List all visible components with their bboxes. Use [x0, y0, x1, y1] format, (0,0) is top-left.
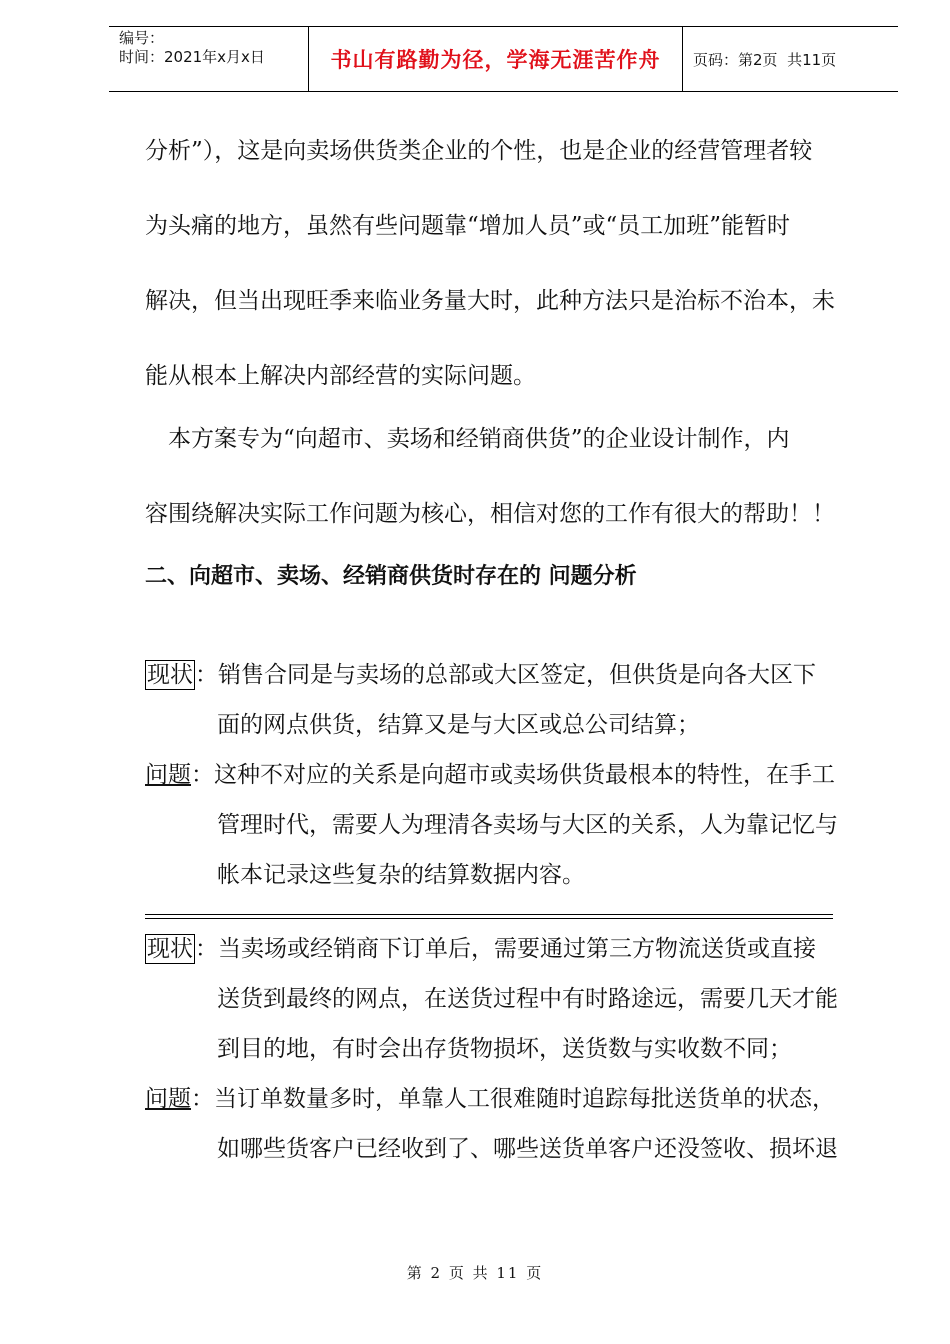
time-label: 时间：2021年x月x日 — [119, 48, 265, 66]
label-colon: ： — [195, 936, 218, 962]
body-line-4: 能从根本上解决内部经营的实际问题。 — [145, 363, 536, 389]
problem-label: 问题 — [145, 1086, 191, 1112]
status-line: 送货到最终的网点，在送货过程中有时路途远，需要几天才能 — [217, 986, 838, 1012]
number-label: 编号： — [119, 29, 165, 47]
problem-row-cont — [145, 810, 865, 840]
footer-page-number: 第 2 页 共 11 页 — [406, 1264, 544, 1282]
body-line-1: 分析”），这是向卖场供货类企业的个性，也是企业的经营管理者较 — [145, 138, 813, 164]
problem-row-cont — [145, 1134, 865, 1164]
label-colon: ： — [195, 662, 218, 688]
header-motto: 书山有路勤为径，学海无涯苦作舟 — [309, 27, 683, 91]
problem-line: 如哪些货客户已经收到了、哪些送货单客户还没签收、损坏退 — [217, 1136, 838, 1162]
header-meta — [109, 27, 309, 91]
problem-line: 当订单数量多时，单靠人工很难随时追踪每批送货单的状态， — [214, 1086, 835, 1112]
status-row-cont — [145, 984, 865, 1014]
issue-block-2 — [145, 934, 865, 1164]
divider-line — [145, 918, 833, 919]
divider-line — [145, 914, 833, 915]
problem-row-cont — [145, 860, 865, 890]
status-row-cont — [145, 710, 865, 740]
status-line: 到目的地，有时会出存货物损坏，送货数与实收数不同； — [217, 1036, 792, 1062]
problem-line: 帐本记录这些复杂的结算数据内容。 — [217, 862, 585, 888]
page-header — [109, 26, 898, 92]
status-label: 现状 — [147, 936, 193, 962]
problem-row — [145, 760, 865, 790]
problem-line: 这种不对应的关系是向超市或卖场供货最根本的特性，在手工 — [214, 762, 835, 788]
body-line-3: 解决，但当出现旺季来临业务量大时，此种方法只是治标不治本，未 — [145, 288, 835, 314]
label-colon: ： — [191, 762, 214, 788]
page-info-text: 页码：第2页 共11页 — [693, 50, 837, 69]
section-heading: 二、向超市、卖场、经销商供货时存在的 问题分析 — [145, 564, 637, 589]
problem-label: 问题 — [145, 762, 191, 788]
status-label: 现状 — [147, 662, 193, 688]
status-line: 当卖场或经销商下订单后，需要通过第三方物流送货或直接 — [218, 936, 816, 962]
status-row — [145, 660, 865, 690]
status-row — [145, 934, 865, 964]
status-row-cont — [145, 1034, 865, 1064]
status-line: 面的网点供货，结算又是与大区或总公司结算； — [217, 712, 700, 738]
body-line-2: 为头痛的地方，虽然有些问题靠“增加人员”或“员工加班”能暂时 — [145, 213, 791, 239]
body-line-6: 容围绕解决实际工作问题为核心，相信对您的工作有很大的帮助！！ — [145, 501, 835, 527]
page-footer — [0, 1262, 950, 1283]
problem-row — [145, 1084, 865, 1114]
label-colon: ： — [191, 1086, 214, 1112]
status-line: 销售合同是与卖场的总部或大区签定，但供货是向各大区下 — [218, 662, 816, 688]
problem-line: 管理时代，需要人为理清各卖场与大区的关系，人为靠记忆与 — [217, 812, 838, 838]
issue-block-1 — [145, 660, 865, 890]
body-line-5: 本方案专为“向超市、卖场和经销商供货”的企业设计制作，内 — [145, 426, 790, 452]
header-page-info — [683, 27, 898, 91]
